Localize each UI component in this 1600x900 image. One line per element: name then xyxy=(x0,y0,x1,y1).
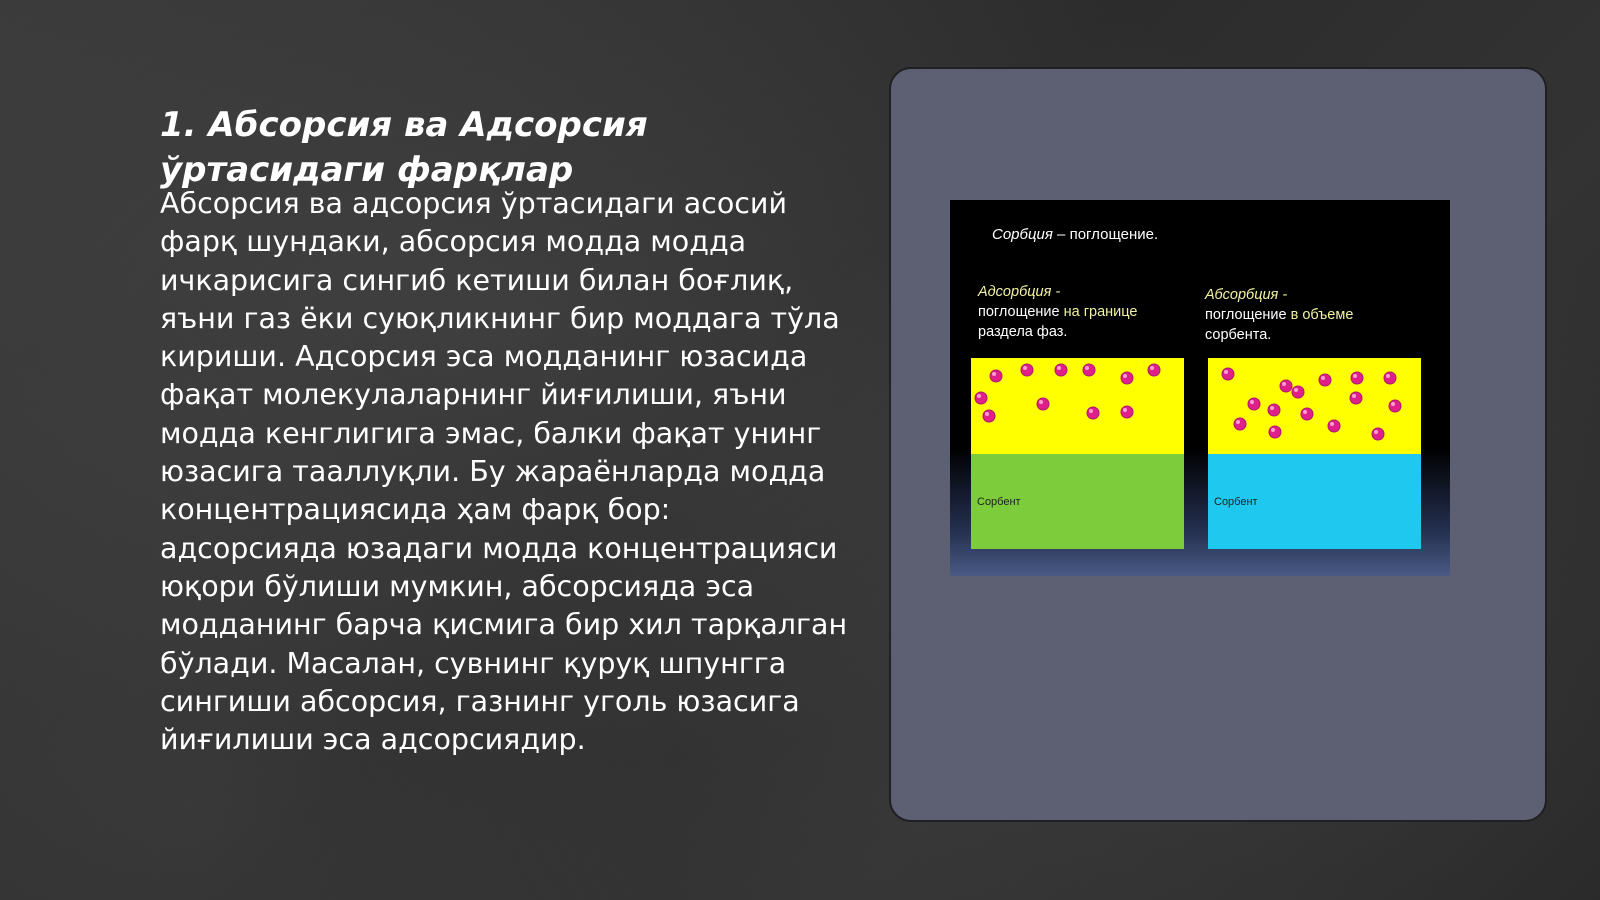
particle-dot xyxy=(1248,398,1260,410)
particle-dot xyxy=(1269,426,1281,438)
particle-highlight xyxy=(985,412,989,416)
particle-highlight xyxy=(1250,400,1254,404)
particle-highlight xyxy=(1353,374,1357,378)
adsorption-term: Адсорбция - xyxy=(978,284,1061,300)
absorption-highlight: в объеме xyxy=(1290,307,1354,323)
particle-dot xyxy=(975,392,987,404)
particle-dot xyxy=(1021,364,1033,376)
particle-dot xyxy=(1268,404,1280,416)
particle-highlight xyxy=(1057,366,1061,370)
particle-highlight xyxy=(1224,370,1228,374)
adsorption-line-a-text: поглощение xyxy=(978,304,1064,320)
adsorbent-block xyxy=(971,454,1184,549)
absorption-particles xyxy=(1208,358,1421,454)
particle-dot xyxy=(990,370,1002,382)
particle-highlight xyxy=(1039,400,1043,404)
adsorption-caption xyxy=(978,282,1188,342)
particle-dot xyxy=(1301,408,1313,420)
slide-title: 1. Абсорсия ва Адсорсия ўртасидаги фарқлар xyxy=(160,105,648,190)
adsorption-line-b: раздела фаз. xyxy=(978,324,1068,340)
particle-highlight xyxy=(1294,388,1298,392)
particle-dot xyxy=(1389,400,1401,412)
particle-dot xyxy=(1083,364,1095,376)
particle-highlight xyxy=(1330,422,1334,426)
particle-dot xyxy=(1234,418,1246,430)
particle-dot xyxy=(1087,407,1099,419)
absorption-caption xyxy=(1205,285,1425,345)
particle-highlight xyxy=(1023,366,1027,370)
particle-dot xyxy=(1148,364,1160,376)
adsorption-particles xyxy=(971,358,1184,454)
absorption-gas-phase xyxy=(1208,358,1421,454)
particle-highlight xyxy=(1270,406,1274,410)
absorbent-label: Сорбент xyxy=(1214,496,1258,508)
particle-highlight xyxy=(1282,382,1286,386)
particle-highlight xyxy=(1089,409,1093,413)
particle-highlight xyxy=(1374,430,1378,434)
figure-title-rest: – поглощение. xyxy=(1052,226,1159,243)
adsorption-highlight: на границе xyxy=(1063,304,1138,320)
adsorption-gas-phase xyxy=(971,358,1184,454)
particle-highlight xyxy=(1271,428,1275,432)
particle-highlight xyxy=(1150,366,1154,370)
absorption-line-b: сорбента. xyxy=(1205,327,1272,343)
figure-title xyxy=(992,226,1158,243)
particle-highlight xyxy=(1085,366,1089,370)
absorption-term: Абсорбция - xyxy=(1205,287,1288,303)
particle-dot xyxy=(1121,406,1133,418)
particle-highlight xyxy=(1321,376,1325,380)
sorption-figure xyxy=(950,200,1450,576)
absorption-line-a-text: поглощение xyxy=(1205,307,1291,323)
particle-dot xyxy=(1319,374,1331,386)
absorbent-block xyxy=(1208,454,1421,549)
particle-highlight xyxy=(977,394,981,398)
particle-highlight xyxy=(1386,374,1390,378)
particle-dot xyxy=(983,410,995,422)
particle-dot xyxy=(1280,380,1292,392)
particle-dot xyxy=(1384,372,1396,384)
particle-dot xyxy=(1372,428,1384,440)
adsorbent-label: Сорбент xyxy=(977,496,1021,508)
particle-highlight xyxy=(1236,420,1240,424)
particle-dot xyxy=(1055,364,1067,376)
particle-dot xyxy=(1292,386,1304,398)
particle-highlight xyxy=(1123,374,1127,378)
particle-dot xyxy=(1222,368,1234,380)
particle-dot xyxy=(1121,372,1133,384)
particle-dot xyxy=(1351,372,1363,384)
particle-highlight xyxy=(1123,408,1127,412)
figure-title-term: Сорбция xyxy=(992,226,1053,243)
absorption-line-a xyxy=(1205,305,1425,325)
slide-body-text: Абсорсия ва адсорсия ўртасидаги асосий фарқ шундаки, абсорсия модда модда ичкарисига сингиб кетиши билан боғлиқ, яъни газ ёки суюқликнинг бир моддага тўла кириши. Адсорсия эса модданинг юзасида фақат молекулаларнинг йиғилиши, яъни модда кенглигига эмас, балки фақат унинг юзасига тааллуқли. Бу жараёнларда модда концентрациясида ҳам фарқ бор: адсорсияда юзадаги модда концентрацияси юқори бўлиши мумкин, абсорсияда эса модданинг барча қисмига бир хил тарқалган бўлади. Масалан, сувнинг қуруқ шпунгга сингиши абсорсия, газнинг уголь юзасига йиғилиши эса адсорсиядир. xyxy=(160,187,848,757)
particle-highlight xyxy=(1352,394,1356,398)
particle-dot xyxy=(1350,392,1362,404)
particle-dot xyxy=(1037,398,1049,410)
adsorption-line-a xyxy=(978,302,1188,322)
particle-highlight xyxy=(1391,402,1395,406)
particle-highlight xyxy=(992,372,996,376)
particle-dot xyxy=(1328,420,1340,432)
particle-highlight xyxy=(1303,410,1307,414)
